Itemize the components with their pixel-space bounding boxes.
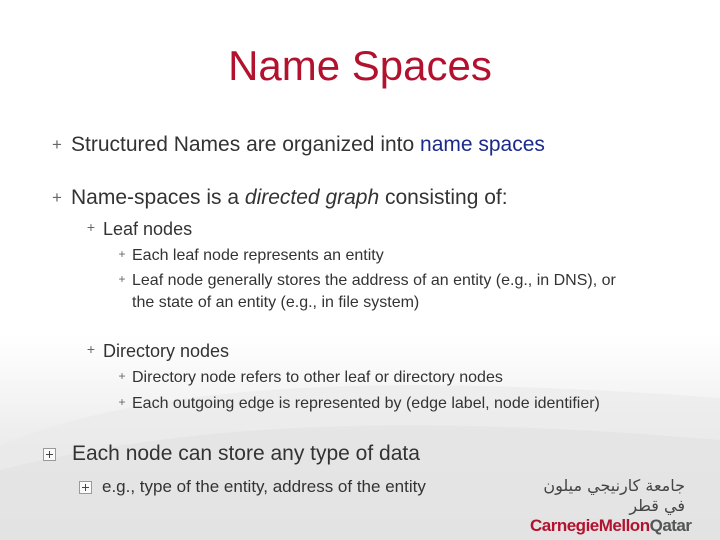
plus-icon: + bbox=[118, 247, 126, 261]
plus-icon: + bbox=[86, 341, 96, 357]
bullet-directory-refers bbox=[112, 367, 503, 389]
bullet-outgoing-edge bbox=[112, 393, 600, 415]
bullet-text: Each leaf node represents an entity bbox=[132, 247, 384, 264]
bullet-eg-type bbox=[79, 475, 426, 499]
boxed-plus-icon bbox=[43, 448, 56, 461]
bullet-text: Each outgoing edge is represented by (edge label, node identifier) bbox=[132, 395, 600, 412]
bullet-text-line1: Leaf node generally stores the address of an entity (e.g., in DNS), or bbox=[132, 272, 616, 289]
logo-brand: CarnegieMellon bbox=[530, 516, 650, 535]
bullet-text-post: consisting of: bbox=[379, 186, 508, 209]
bullet-text: Each node can store any type of data bbox=[72, 442, 420, 465]
bullet-text: Directory nodes bbox=[103, 341, 230, 361]
bullet-text: Structured Names are organized into bbox=[71, 133, 421, 156]
bullet-text-emphasis: directed graph bbox=[244, 186, 380, 209]
bullet-directory-nodes bbox=[79, 339, 229, 363]
plus-icon: + bbox=[86, 219, 96, 235]
bullet-leaf-stores bbox=[112, 270, 616, 314]
bullet-text: Directory node refers to other leaf or directory nodes bbox=[132, 369, 503, 386]
highlight-text: name spaces bbox=[420, 133, 545, 156]
plus-icon: + bbox=[52, 188, 62, 207]
cmu-qatar-logo bbox=[530, 476, 690, 536]
bullet-structured-names bbox=[43, 133, 545, 157]
bullet-text-pre: Name-spaces is a bbox=[71, 186, 245, 209]
bullet-leaf-represents bbox=[112, 245, 384, 267]
logo-location: Qatar bbox=[649, 516, 692, 535]
plus-icon: + bbox=[118, 395, 126, 409]
bullet-node-data bbox=[43, 442, 420, 466]
logo-english-text bbox=[530, 516, 690, 536]
logo-arabic-text: جامعة كارنيجي ميلون في قطر bbox=[543, 476, 685, 515]
plus-icon: + bbox=[118, 272, 126, 286]
plus-icon: + bbox=[118, 369, 126, 383]
slide-title: Name Spaces bbox=[228, 42, 492, 89]
plus-icon: + bbox=[52, 135, 62, 154]
bullet-text: e.g., type of the entity, address of the entity bbox=[102, 477, 426, 496]
boxed-plus-icon bbox=[79, 481, 92, 494]
bullet-name-spaces-graph bbox=[43, 186, 508, 210]
bullet-leaf-nodes bbox=[79, 217, 192, 241]
bullet-text-line2: the state of an entity (e.g., in file system) bbox=[132, 294, 420, 311]
bullet-text: Leaf nodes bbox=[103, 219, 193, 239]
